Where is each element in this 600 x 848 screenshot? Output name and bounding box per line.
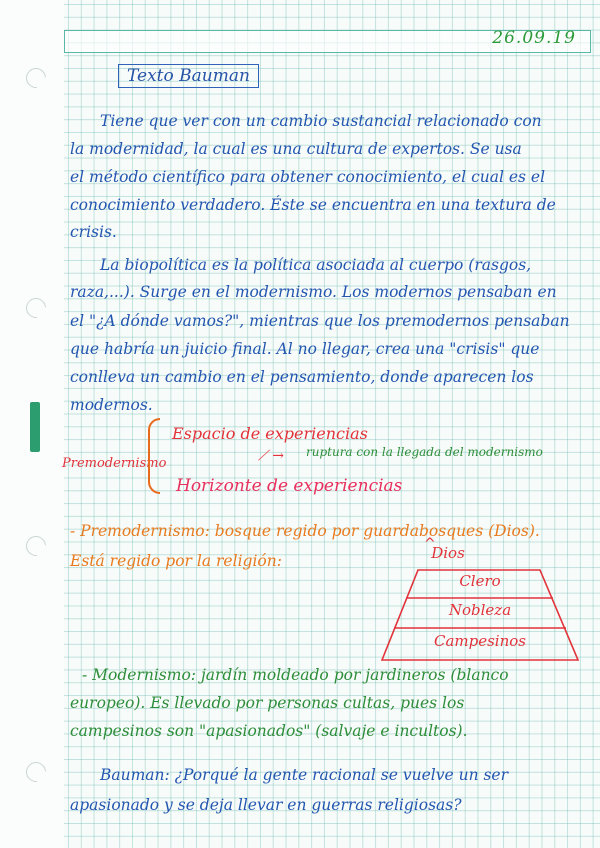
date-header-box	[64, 30, 591, 53]
text-line: raza,...). Surge en el modernismo. Los modernos pensaban en	[70, 283, 557, 301]
text-line: apasionado y se deja llevar en guerras religiosas?	[70, 796, 462, 814]
text-line: conlleva un cambio en el pensamiento, donde aparecen los	[70, 368, 534, 386]
text-line: la modernidad, la cual es una cultura de expertos. Se usa	[70, 140, 522, 158]
pyramid-level: Campesinos	[433, 632, 526, 650]
text-line: - Premodernismo: bosque regido por guardabosques (Dios).	[70, 522, 540, 540]
date: 26.09.19	[492, 28, 576, 48]
text-line: crisis.	[70, 223, 117, 241]
pyramid-top-label: Dios	[431, 544, 465, 562]
page-title: Texto Bauman	[118, 64, 259, 88]
curly-brace	[148, 418, 160, 494]
diagram-ruptura: ruptura con la llegada del modernismo	[306, 445, 543, 459]
text-line: campesinos son "apasionados" (salvaje e incultos).	[70, 722, 468, 740]
text-line: conocimiento verdadero. Éste se encuentra en una textura de	[70, 196, 556, 214]
text-line: Tiene que ver con un cambio sustancial relacionado con	[100, 112, 542, 130]
notebook-brand-tab	[30, 402, 40, 452]
text-line: Está regido por la religión:	[70, 552, 282, 570]
text-line: Bauman: ¿Porqué la gente racional se vuelve un ser	[100, 766, 509, 784]
text-line: europeo). Es llevado por personas cultas, pues los	[70, 694, 465, 712]
pyramid-level: Nobleza	[448, 601, 512, 619]
arrow-icon: ⟋ →	[258, 448, 284, 464]
text-line: - Modernismo: jardín moldeado por jardineros (blanco	[82, 666, 509, 684]
text-line: el método científico para obtener conocimiento, el cual es el	[70, 168, 546, 186]
text-line: modernos.	[70, 396, 153, 414]
diagram-top: Espacio de experiencias	[172, 424, 368, 443]
caret-icon: ^	[424, 536, 436, 552]
diagram-label: Premodernismo	[62, 456, 167, 471]
diagram-bottom: Horizonte de experiencias	[176, 476, 403, 496]
text-line: La biopolítica es la política asociada al cuerpo (rasgos,	[100, 256, 532, 274]
pyramid-level: Clero	[459, 572, 501, 590]
text-line: el "¿A dónde vamos?", mientras que los premodernos pensaban	[70, 312, 570, 330]
text-line: que habría un juicio final. Al no llegar, crea una "crisis" que	[70, 340, 540, 358]
